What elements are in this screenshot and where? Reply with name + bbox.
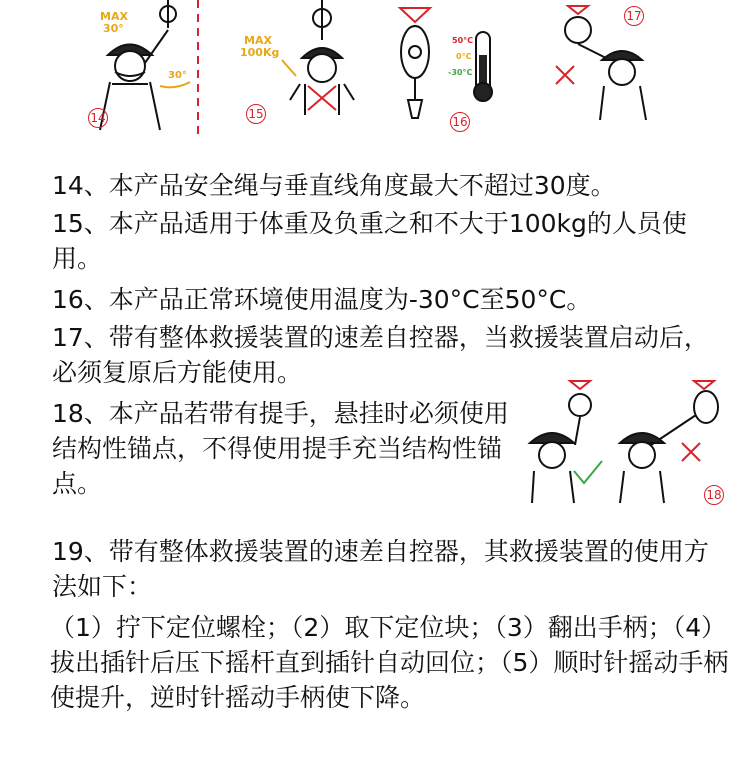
item-15: 15、本产品适用于体重及负重之和不大于100kg的人员使用。 [52, 209, 687, 273]
fig15-drawing [282, 0, 354, 115]
fig16-number: 16 [450, 112, 470, 132]
item-18: 18、本产品若带有提手，悬挂时必须使用结构性锚点，不得使用提手充当结构性锚点。 [52, 399, 509, 498]
fig15-weight-label: 100Kg [240, 46, 280, 59]
item-19-steps: （1）拧下定位螺栓；（2）取下定位块；（3）翻出手柄；（4）拔出插针后压下摇杆直到插针自动回位；（5）顺时针摇动手柄使提升，逆时针摇动手柄使下降。 [50, 613, 729, 712]
item-17: 17、带有整体救援装置的速差自控器，当救援装置启动后，必须复原后方能使用。 [52, 323, 709, 387]
item-16: 16、本产品正常环境使用温度为-30°C至50°C。 [52, 285, 592, 314]
fig18-number: 18 [704, 485, 724, 505]
illustration-strip [0, 0, 750, 150]
fig16-temp-high: 50°C [452, 36, 474, 45]
fig15-number: 15 [246, 104, 266, 124]
item-19: 19、带有整体救援装置的速差自控器，其救援装置的使用方法如下： [52, 537, 709, 601]
fig17-number: 17 [624, 6, 644, 26]
fig15-max-label: MAX [244, 34, 272, 47]
fig14-angle-label: 30° [103, 22, 124, 35]
fig14-max-label: MAX [100, 10, 128, 23]
item-14: 14、本产品安全绳与垂直线角度最大不超过30度。 [52, 171, 616, 200]
fig16-drawing [400, 8, 492, 118]
fig16-temp-zero: 0°C [456, 52, 472, 61]
fig18-illustration [520, 375, 740, 510]
fig14-number: 14 [88, 108, 108, 128]
fig16-temp-low: -30°C [448, 68, 473, 77]
fig14-angle-mark: 30° [168, 70, 187, 81]
